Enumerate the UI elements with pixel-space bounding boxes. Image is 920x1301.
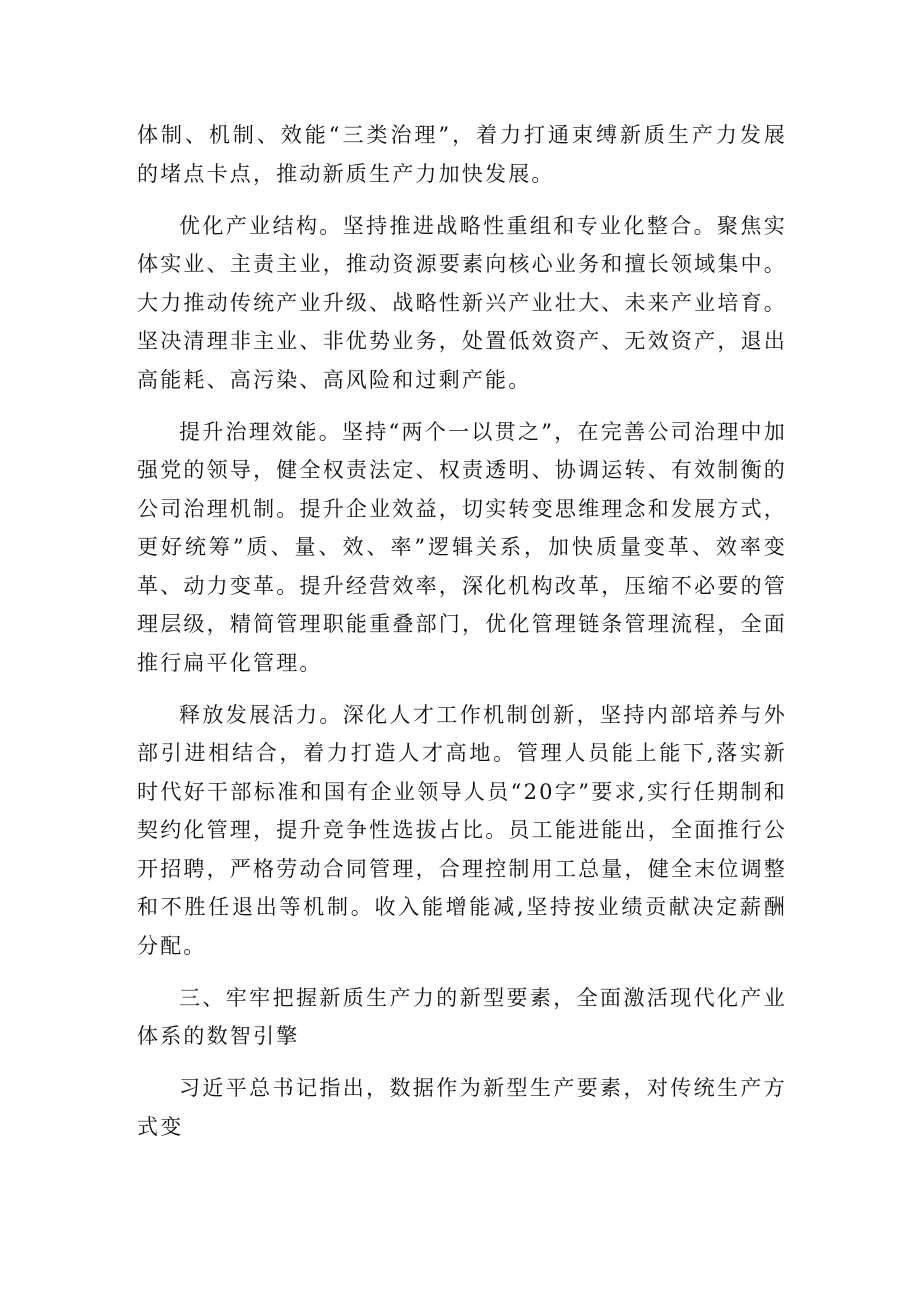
document-body (137, 116, 787, 1160)
paragraph-optimize-industry-structure: 优化产业结构。坚持推进战略性重组和专业化整合。聚焦实体实业、主责主业，推动资源要素向核心业务和擅长领域集中。大力推动传统产业升级、战略性新兴产业壮大、未来产业培育。坚决清理非主业、非优势业务，处置低效资产、无效资产，退出高能耗、高污染、高风险和过剩产能。 (137, 213, 787, 392)
section-heading-three: 三、牢牢把握新质生产力的新型要素，全面激活现代化产业体系的数智引擎 (137, 985, 787, 1048)
paragraph-improve-governance: 提升治理效能。坚持“两个一以贯之”，在完善公司治理中加强党的领导，健全权责法定、权责透明、协调运转、有效制衡的公司治理机制。提升企业效益，切实转变思维理念和发展方式，更好统筹”质、量、效、率”逻辑关系，加快质量变革、效率变革、动力变革。提升经营效率，深化机构改革，压缩不必要的管理层级，精简管理职能重叠部门，优化管理链条管理流程，全面推行扁平化管理。 (137, 419, 787, 675)
paragraph-release-vitality: 释放发展活力。深化人才工作机制创新，坚持内部培养与外部引进相结合，着力打造人才高地。管理人员能上能下,落实新时代好干部标准和国有企业领导人员“20字”要求,实行任期制和契约化管理，提升竞争性选拔占比。员工能进能出，全面推行公开招聘，严格劳动合同管理，合理控制用工总量，健全末位调整和不胜任退出等机制。收入能增能减,坚持按业绩贡献决定薪酬分配。 (137, 702, 787, 958)
paragraph-data-element: 习近平总书记指出，数据作为新型生产要素，对传统生产方式变 (137, 1076, 787, 1139)
paragraph-continuation: 体制、机制、效能“三类治理”，着力打通束缚新质生产力发展的堵点卡点，推动新质生产力加快发展。 (137, 123, 787, 186)
